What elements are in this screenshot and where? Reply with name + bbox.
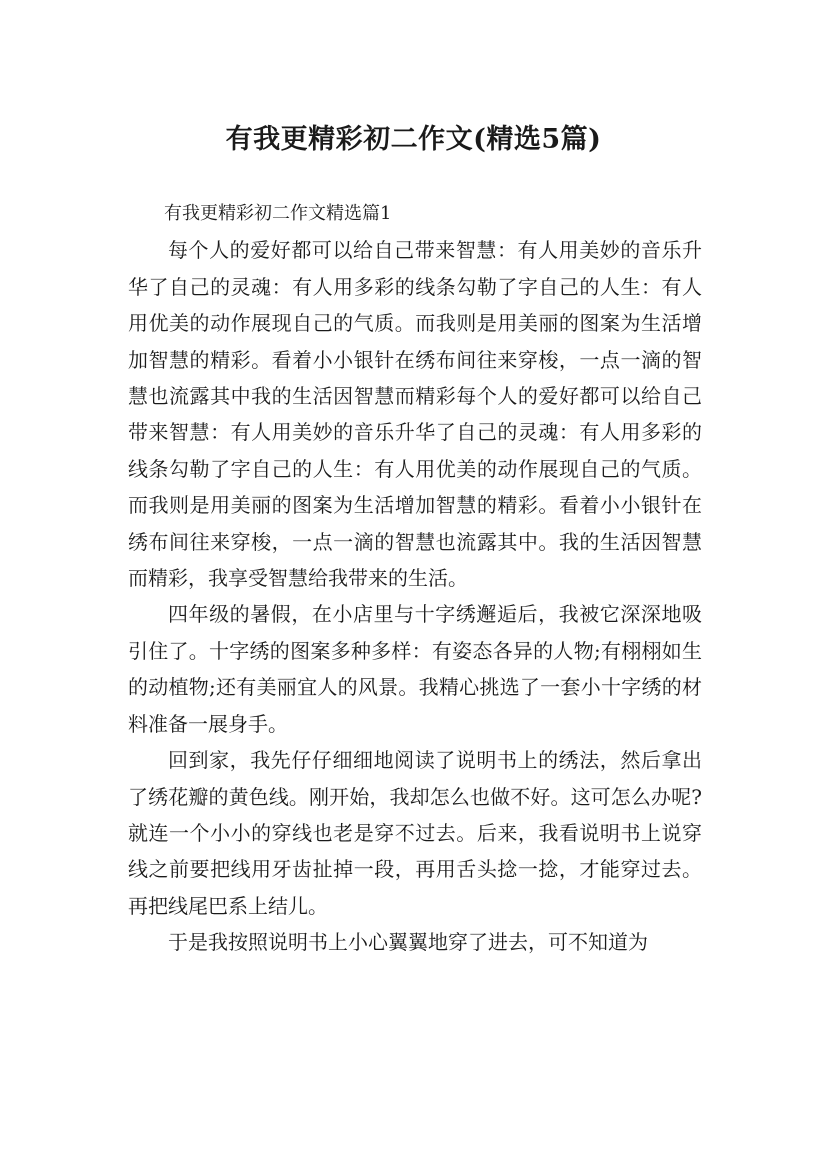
paragraph-3: 回到家，我先仔仔细细地阅读了说明书上的绣法，然后拿出了绣花瓣的黄色线。刚开始，我却怎么也做不好。这可怎么办呢?就连一个小小的穿线也老是穿不过去。后来，我看说明书上说穿线之前要把线用牙齿扯掉一段，再用舌头捻一捻，才能穿过去。再把线尾巴系上结儿。: [128, 748, 702, 918]
paragraph-2: 四年级的暑假，在小店里与十字绣邂逅后，我被它深深地吸引住了。十字绣的图案多种多样：有姿态各异的人物;有栩栩如生的动植物;还有美丽宜人的风景。我精心挑选了一套小十字绣的材料准备一展身手。: [128, 602, 702, 736]
document-body: [128, 196, 702, 961]
document-title: 有我更精彩初二作文(精选5篇): [225, 124, 602, 156]
section-heading: 有我更精彩初二作文精选篇1: [164, 203, 392, 224]
paragraph-4: 于是我按照说明书上小心翼翼地穿了进去，可不知道为: [168, 930, 648, 955]
paragraph-1: 每个人的爱好都可以给自己带来智慧：有人用美妙的音乐升华了自己的灵魂：有人用多彩的线条勾勒了字自己的人生：有人用优美的动作展现自己的气质。而我则是用美丽的图案为生活增加智慧的精彩。看着小小银针在绣布间往来穿梭，一点一滴的智慧也流露其中我的生活因智慧而精彩每个人的爱好都可以给自己带来智慧：有人用美妙的音乐升华了自己的灵魂：有人用多彩的线条勾勒了字自己的人生：有人用优美的动作展现自己的气质。而我则是用美丽的图案为生活增加智慧的精彩。看着小小银针在绣布间往来穿梭，一点一滴的智慧也流露其中。我的生活因智慧而精彩，我享受智慧给我带来的生活。: [128, 238, 702, 591]
